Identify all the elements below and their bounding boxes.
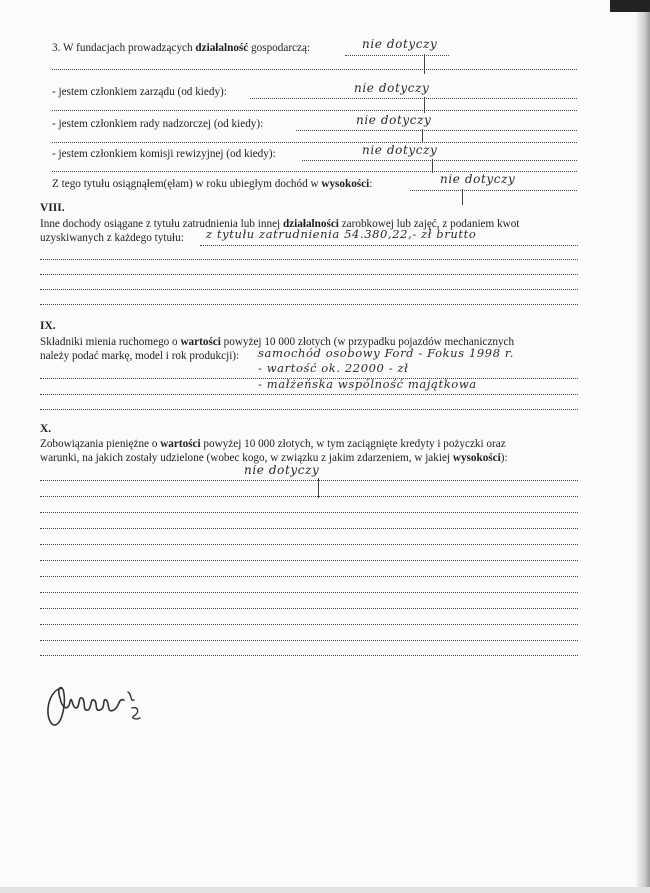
dotted-line — [52, 69, 577, 70]
dotted-line — [52, 142, 577, 143]
board-label: - jestem członkiem zarządu (od kiedy): — [52, 86, 227, 98]
dotted-line — [40, 624, 578, 625]
section-ix-text-bold: wartości — [180, 336, 221, 348]
section-viii-text-bold: działalności — [282, 218, 339, 230]
section-x-text-bold: wartości — [160, 438, 201, 450]
handwritten-stroke — [318, 478, 319, 498]
foundations-label-bold: działalność — [195, 42, 249, 54]
supervisory-label: - jestem członkiem rady nadzorczej (od kiedy): — [52, 118, 264, 130]
foundations-label-prefix: 3. W fundacjach prowadzących — [52, 42, 196, 54]
handwritten-signature — [40, 668, 160, 738]
section-x-text-1 — [40, 438, 506, 451]
section-x-text-prefix: Zobowiązania pieniężne o — [40, 438, 161, 450]
section-viii-handwritten: z tytułu zatrudnienia 54.380,22,- zł brutto — [206, 227, 477, 241]
dotted-line — [40, 640, 578, 641]
section-ix-handwritten-1: samochód osobowy Ford - Fokus 1998 r. — [258, 346, 514, 360]
dotted-line — [40, 480, 578, 481]
handwritten-stroke — [424, 54, 425, 74]
income-line — [52, 178, 372, 191]
dotted-line — [40, 592, 578, 593]
foundations-handwritten: nie dotyczy — [362, 37, 438, 51]
section-viii-text-prefix: Inne dochody osiągane z tytułu zatrudnienia lub innej — [40, 218, 283, 230]
dotted-line — [250, 98, 577, 99]
section-ix-handwritten-3: - małżeńska wspólność majątkowa — [258, 377, 477, 391]
income-label-prefix: Z tego tytułu osiągnąłem(ęłam) w roku ubiegłym dochód w — [52, 178, 322, 190]
section-x-heading: X. — [40, 423, 52, 435]
dotted-line — [296, 130, 577, 131]
dotted-line — [40, 544, 578, 545]
section-ix-text-prefix: Składniki mienia ruchomego o — [40, 336, 181, 348]
dotted-line — [40, 259, 578, 260]
dotted-line — [40, 304, 578, 305]
audit-label: - jestem członkiem komisji rewizyjnej (od kiedy): — [52, 148, 276, 160]
foundations-label-suffix: gospodarczą: — [248, 42, 311, 54]
dotted-line — [40, 608, 578, 609]
handwritten-stroke — [462, 189, 463, 205]
foundations-line — [52, 42, 310, 55]
section-ix-text-suffix: powyżej 10 000 złotych (w przypadku pojazdów mechanicznych — [220, 336, 515, 348]
dotted-line — [40, 512, 578, 513]
income-handwritten: nie dotyczy — [440, 172, 516, 186]
board-handwritten: nie dotyczy — [354, 81, 430, 95]
section-viii-text-2: uzyskiwanych z każdego tytułu: — [40, 232, 184, 244]
section-viii-text-suffix: zarobkowej lub zajęć, z podaniem kwot — [338, 218, 520, 230]
section-viii-heading: VIII. — [40, 202, 65, 214]
scan-edge-bottom — [0, 887, 650, 893]
handwritten-stroke — [422, 129, 423, 143]
audit-handwritten: nie dotyczy — [362, 143, 438, 157]
section-x-text2-suffix: ): — [500, 452, 508, 464]
section-x-text2-prefix: warunki, na jakich zostały udzielone (wobec kogo, w związku z jakim zdarzeniem, w jakiej — [40, 452, 453, 464]
dotted-line — [345, 55, 449, 56]
dotted-line — [52, 110, 577, 111]
section-x-text2-bold: wysokości — [452, 452, 501, 464]
dotted-line — [40, 496, 578, 497]
dotted-line — [40, 409, 578, 410]
scan-edge-right — [636, 0, 650, 893]
dotted-line — [302, 160, 577, 161]
dotted-line — [40, 560, 578, 561]
supervisory-handwritten: nie dotyczy — [356, 113, 432, 127]
section-x-handwritten: nie dotyczy — [244, 463, 320, 477]
dotted-line — [40, 528, 578, 529]
dotted-line — [410, 190, 577, 191]
section-ix-handwritten-2: - wartość ok. 22000 - zł — [258, 361, 409, 375]
dotted-line — [40, 289, 578, 290]
section-ix-heading: IX. — [40, 320, 56, 332]
section-x-text-suffix: powyżej 10 000 złotych, w tym zaciągnięte kredyty i pożyczki oraz — [200, 438, 506, 450]
scan-edge-top — [610, 0, 650, 12]
dotted-line — [40, 576, 578, 577]
income-label-suffix: : — [369, 178, 373, 190]
dotted-line — [40, 274, 578, 275]
dotted-line — [40, 655, 578, 656]
section-ix-text-2: należy podać markę, model i rok produkcji): — [40, 350, 240, 362]
dotted-line — [200, 245, 578, 246]
income-label-bold: wysokości — [321, 178, 370, 190]
dotted-line — [40, 394, 578, 395]
